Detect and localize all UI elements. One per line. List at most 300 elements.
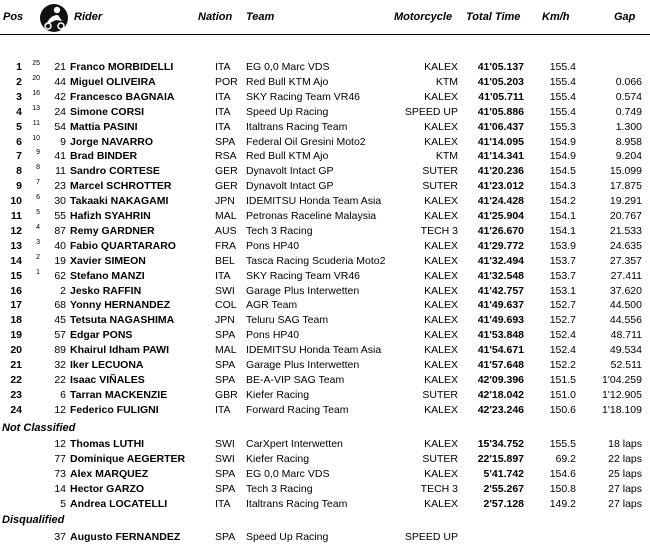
cell-rider: Remy GARDNER [70,225,155,237]
cell-nation: ITA [215,498,231,510]
cell-rider: Brad BINDER [70,150,138,162]
cell-rider: Edgar PONS [70,329,133,341]
cell-team: Petronas Raceline Malaysia [246,210,377,222]
cell-gap: 44.500 [609,299,642,311]
cell-moto: KALEX [424,359,458,371]
cell-gap: 1'12.905 [602,389,642,401]
cell-num: 68 [54,299,66,311]
cell-team: Tech 3 Racing [246,483,313,495]
cell-nation: SWI [215,438,235,450]
cell-gap: 48.711 [610,329,642,341]
cell-nation: BEL [215,255,235,267]
header-total-time: Total Time [466,11,521,23]
cell-gap: 21.533 [609,225,642,237]
not-classified-heading: Not Classified [2,422,76,434]
cell-time: 41'42.757 [477,285,524,297]
cell-kmh: 152.4 [549,344,576,356]
cell-rider: Tarran MACKENZIE [70,389,168,401]
cell-rider: Franco MORBIDELLI [70,61,174,73]
cell-gap: 27 laps [608,498,642,510]
cell-moto: KALEX [424,136,458,148]
cell-time: 41'20.236 [477,165,524,177]
table-row [0,135,650,150]
cell-moto: KALEX [424,240,458,252]
cell-nation: JPN [215,195,235,207]
cell-gap: 27 laps [608,483,642,495]
cell-num: 9 [60,136,66,148]
header-gap: Gap [614,11,636,23]
results-header [0,0,650,38]
cell-rider: Dominique AEGERTER [70,453,186,465]
cell-time: 42'09.396 [477,374,524,386]
cell-time: 41'05.203 [477,76,524,88]
cell-num: 6 [60,389,66,401]
cell-kmh: 154.9 [549,150,576,162]
cell-moto: KTM [435,76,458,88]
cell-kmh: 154.2 [549,195,576,207]
cell-team: Dynavolt Intact GP [246,180,334,192]
cell-gap: 1'04.259 [602,374,642,386]
cell-nation: JPN [215,314,235,326]
table-row [0,328,650,343]
cell-gap: 27.411 [610,270,642,282]
cell-nation: ITA [215,404,231,416]
cell-num: 89 [54,344,66,356]
cell-pos: 19 [10,329,22,341]
cell-rider: Isaac VIÑALES [70,374,145,386]
cell-gap: 20.767 [609,210,642,222]
table-row [0,482,650,497]
cell-time: 41'14.341 [477,150,524,162]
cell-nation: GER [215,165,238,177]
cell-moto: SUTER [422,389,458,401]
cell-num: 37 [54,531,66,543]
cell-pos: 15 [10,270,22,282]
cell-moto: KALEX [424,438,458,450]
table-row [0,179,650,194]
cell-pos: 22 [10,374,22,386]
cell-time: 41'26.670 [477,225,524,237]
cell-time: 41'05.886 [477,106,524,118]
cell-rider: Iker LECUONA [70,359,144,371]
cell-num: 2 [60,285,66,297]
cell-num: 55 [54,210,66,222]
table-row [0,254,650,269]
table-row [0,298,650,313]
cell-gap: 1.300 [615,121,642,133]
cell-pos: 3 [16,91,22,103]
motorcycle-rider-logo-icon [38,3,70,33]
cell-gap: 0.749 [615,106,642,118]
cell-gap: 8.958 [615,136,642,148]
cell-team: EG 0,0 Marc VDS [246,468,330,480]
table-row [0,90,650,105]
cell-nation: ITA [215,91,231,103]
cell-num: 62 [54,270,66,282]
table-row [0,452,650,467]
cell-gap: 18 laps [608,438,642,450]
header-team: Team [246,11,275,23]
cell-team: CarXpert Interwetten [246,438,343,450]
cell-kmh: 155.3 [549,121,576,133]
cell-kmh: 155.4 [549,76,576,88]
cell-pos: 8 [16,165,22,177]
cell-kmh: 153.9 [549,240,576,252]
cell-team: Kiefer Racing [246,389,310,401]
cell-rider: Yonny HERNANDEZ [70,299,171,311]
cell-moto: KALEX [424,498,458,510]
cell-time: 41'32.494 [477,255,524,267]
cell-pts: 11 [32,120,40,127]
cell-pts: 3 [36,239,40,246]
cell-gap: 19.291 [609,195,642,207]
cell-team: Kiefer Racing [246,453,310,465]
cell-pts: 13 [32,105,40,112]
table-row [0,373,650,388]
cell-team: Federal Oil Gresini Moto2 [246,136,366,148]
cell-team: Tasca Racing Scuderia Moto2 [246,255,386,267]
cell-nation: COL [215,299,237,311]
cell-num: 57 [54,329,66,341]
table-row [0,437,650,452]
cell-nation: SWI [215,453,235,465]
cell-time: 41'57.648 [477,359,524,371]
cell-time: 42'18.042 [477,389,524,401]
cell-pts: 10 [32,135,40,142]
cell-nation: ITA [215,121,231,133]
cell-pos: 5 [16,121,22,133]
cell-time: 15'34.752 [477,438,524,450]
cell-kmh: 155.4 [549,106,576,118]
cell-moto: KALEX [424,285,458,297]
cell-nation: ITA [215,106,231,118]
cell-team: IDEMITSU Honda Team Asia [246,195,382,207]
cell-num: 32 [54,359,66,371]
cell-rider: Federico FULIGNI [70,404,159,416]
cell-kmh: 151.0 [549,389,576,401]
cell-time: 41'14.095 [477,136,524,148]
cell-num: 77 [54,453,66,465]
cell-gap: 52.511 [610,359,642,371]
cell-moto: KALEX [424,404,458,416]
cell-gap: 22 laps [608,453,642,465]
cell-rider: Sandro CORTESE [70,165,160,177]
cell-team: Garage Plus Interwetten [246,285,360,297]
cell-pos: 14 [10,255,22,267]
cell-team: Red Bull KTM Ajo [246,150,329,162]
cell-rider: Andrea LOCATELLI [70,498,168,510]
cell-num: 40 [54,240,66,252]
cell-team: IDEMITSU Honda Team Asia [246,344,382,356]
header-pos: Pos [3,11,24,23]
cell-moto: SPEED UP [404,531,458,543]
cell-num: 73 [54,468,66,480]
cell-time: 41'29.772 [477,240,524,252]
cell-team: Dynavolt Intact GP [246,165,334,177]
cell-team: Pons HP40 [246,240,300,252]
table-row [0,75,650,90]
cell-kmh: 153.7 [549,270,576,282]
table-row [0,224,650,239]
cell-rider: Thomas LUTHI [70,438,145,450]
cell-moto: SUTER [422,453,458,465]
table-row [0,467,650,482]
cell-gap: 15.099 [609,165,642,177]
cell-num: 45 [54,314,66,326]
cell-gap: 25 laps [608,468,642,480]
cell-rider: Marcel SCHROTTER [70,180,172,192]
table-row [0,343,650,358]
cell-pos: 7 [16,150,22,162]
cell-num: 11 [55,165,66,177]
cell-moto: KALEX [424,61,458,73]
cell-time: 41'32.548 [477,270,524,282]
cell-pos: 6 [16,136,22,148]
cell-team: BE-A-VIP SAG Team [246,374,345,386]
cell-pts: 9 [36,149,40,156]
cell-num: 22 [54,374,66,386]
cell-rider: Stefano MANZI [70,270,145,282]
cell-num: 30 [54,195,66,207]
table-row [0,194,650,209]
cell-nation: SPA [215,329,236,341]
cell-moto: KALEX [424,314,458,326]
cell-nation: ITA [215,270,231,282]
cell-time: 41'05.711 [478,91,524,103]
cell-gap: 24.635 [609,240,642,252]
header-kmh: Km/h [542,11,570,23]
cell-nation: MAL [215,210,237,222]
cell-kmh: 152.2 [549,359,576,371]
header-rule [0,34,650,35]
cell-kmh: 154.3 [549,180,576,192]
cell-moto: KALEX [424,344,458,356]
cell-time: 41'24.428 [477,195,524,207]
cell-rider: Hafizh SYAHRIN [70,210,151,222]
cell-kmh: 154.1 [549,210,576,222]
cell-nation: AUS [215,225,237,237]
cell-kmh: 149.2 [549,498,576,510]
cell-nation: SPA [215,531,236,543]
disqualified-heading: Disqualified [2,514,65,526]
cell-nation: SWI [215,285,235,297]
cell-num: 5 [60,498,66,510]
cell-gap: 27.357 [609,255,642,267]
cell-rider: Hector GARZO [70,483,145,495]
cell-pts: 1 [36,269,40,276]
cell-pos: 20 [10,344,22,356]
cell-rider: Jorge NAVARRO [70,136,154,148]
cell-time: 42'23.246 [477,404,524,416]
header-motorcycle: Motorcycle [394,11,453,23]
cell-rider: Alex MARQUEZ [70,468,149,480]
cell-pos: 18 [10,314,22,326]
cell-team: Teluru SAG Team [246,314,329,326]
table-row [0,313,650,328]
table-row [0,358,650,373]
cell-nation: RSA [215,150,237,162]
cell-moto: TECH 3 [420,483,458,495]
cell-pts: 2 [36,254,40,261]
cell-nation: POR [215,76,238,88]
cell-nation: GBR [215,389,238,401]
cell-kmh: 153.7 [549,255,576,267]
cell-gap: 17.875 [609,180,642,192]
cell-pos: 16 [10,285,22,297]
cell-kmh: 154.1 [549,225,576,237]
cell-gap: 1'18.109 [602,404,642,416]
cell-kmh: 152.7 [549,314,576,326]
cell-team: AGR Team [246,299,298,311]
cell-num: 14 [54,483,66,495]
cell-gap: 9.204 [615,150,642,162]
cell-pos: 10 [10,195,22,207]
cell-pts: 6 [36,194,40,201]
cell-team: Tech 3 Racing [246,225,313,237]
cell-rider: Jesko RAFFIN [70,285,142,297]
cell-moto: KALEX [424,255,458,267]
cell-num: 24 [54,106,66,118]
cell-pts: 20 [32,75,40,82]
table-row [0,403,650,418]
cell-num: 41 [54,150,66,162]
cell-rider: Augusto FERNANDEZ [70,531,181,543]
cell-moto: KTM [435,150,458,162]
header-rider: Rider [74,11,103,23]
cell-time: 41'25.904 [477,210,524,222]
cell-kmh: 155.5 [549,438,576,450]
table-row [0,149,650,164]
cell-moto: KALEX [424,210,458,222]
cell-rider: Fabio QUARTARARO [70,240,176,252]
cell-moto: KALEX [424,270,458,282]
cell-pts: 8 [36,164,40,171]
cell-num: 12 [54,438,66,450]
cell-num: 42 [54,91,66,103]
cell-kmh: 150.6 [549,404,576,416]
cell-pos: 17 [10,299,22,311]
table-row [0,284,650,299]
cell-num: 23 [54,180,66,192]
table-row [0,164,650,179]
cell-gap: 44.556 [609,314,642,326]
cell-kmh: 155.4 [549,61,576,73]
cell-rider: Simone CORSI [70,106,145,118]
cell-kmh: 154.5 [549,165,576,177]
cell-pts: 5 [36,209,40,216]
table-row [0,269,650,284]
cell-nation: SPA [215,468,236,480]
cell-pos: 23 [10,389,22,401]
table-row [0,530,650,545]
table-row [0,497,650,512]
cell-rider: Tetsuta NAGASHIMA [70,314,175,326]
cell-kmh: 155.4 [549,91,576,103]
cell-gap: 37.620 [609,285,642,297]
cell-team: SKY Racing Team VR46 [246,91,361,103]
table-row [0,388,650,403]
cell-rider: Khairul Idham PAWI [70,344,169,356]
cell-num: 54 [54,121,66,133]
cell-moto: KALEX [424,121,458,133]
cell-kmh: 151.5 [549,374,576,386]
cell-team: EG 0,0 Marc VDS [246,61,330,73]
cell-pos: 9 [16,180,22,192]
cell-num: 19 [54,255,66,267]
cell-time: 41'49.693 [477,314,524,326]
cell-nation: FRA [215,240,236,252]
cell-time: 22'15.897 [477,453,524,465]
cell-team: Italtrans Racing Team [246,121,348,133]
table-row [0,105,650,120]
cell-kmh: 154.6 [549,468,576,480]
cell-nation: SPA [215,359,236,371]
cell-gap: 0.066 [615,76,642,88]
cell-pos: 13 [10,240,22,252]
cell-team: Speed Up Racing [246,531,329,543]
cell-kmh: 154.9 [549,136,576,148]
cell-num: 44 [54,76,66,88]
cell-team: Forward Racing Team [246,404,349,416]
cell-kmh: 152.7 [549,299,576,311]
cell-time: 41'53.848 [477,329,524,341]
cell-nation: GER [215,180,238,192]
cell-pos: 1 [16,61,22,73]
cell-kmh: 69.2 [555,453,576,465]
cell-moto: KALEX [424,329,458,341]
cell-time: 5'41.742 [483,468,524,480]
cell-gap: 49.534 [609,344,642,356]
cell-num: 21 [54,61,66,73]
cell-pos: 11 [10,210,22,222]
cell-team: Garage Plus Interwetten [246,359,360,371]
cell-rider: Takaaki NAKAGAMI [70,195,169,207]
cell-moto: SUTER [422,180,458,192]
cell-moto: KALEX [424,468,458,480]
cell-rider: Xavier SIMEON [70,255,146,267]
cell-pos: 4 [16,106,22,118]
table-row [0,239,650,254]
cell-kmh: 153.1 [549,285,576,297]
cell-kmh: 152.4 [549,329,576,341]
cell-time: 41'49.637 [477,299,524,311]
cell-time: 2'55.267 [483,483,524,495]
cell-gap: 0.574 [615,91,642,103]
cell-team: Speed Up Racing [246,106,329,118]
cell-pos: 2 [16,76,22,88]
cell-time: 41'23.012 [477,180,524,192]
table-row [0,120,650,135]
cell-team: Italtrans Racing Team [246,498,348,510]
cell-pts: 7 [36,179,40,186]
cell-moto: SPEED UP [404,106,458,118]
cell-moto: KALEX [424,299,458,311]
cell-time: 41'54.671 [477,344,524,356]
cell-team: SKY Racing Team VR46 [246,270,361,282]
cell-kmh: 150.8 [549,483,576,495]
cell-moto: KALEX [424,195,458,207]
cell-num: 87 [54,225,66,237]
cell-moto: KALEX [424,91,458,103]
cell-team: Red Bull KTM Ajo [246,76,329,88]
cell-pos: 21 [10,359,22,371]
cell-time: 2'57.128 [483,498,524,510]
cell-rider: Mattia PASINI [70,121,138,133]
cell-moto: TECH 3 [420,225,458,237]
cell-team: Pons HP40 [246,329,300,341]
cell-nation: SPA [215,136,236,148]
cell-time: 41'06.437 [477,121,524,133]
